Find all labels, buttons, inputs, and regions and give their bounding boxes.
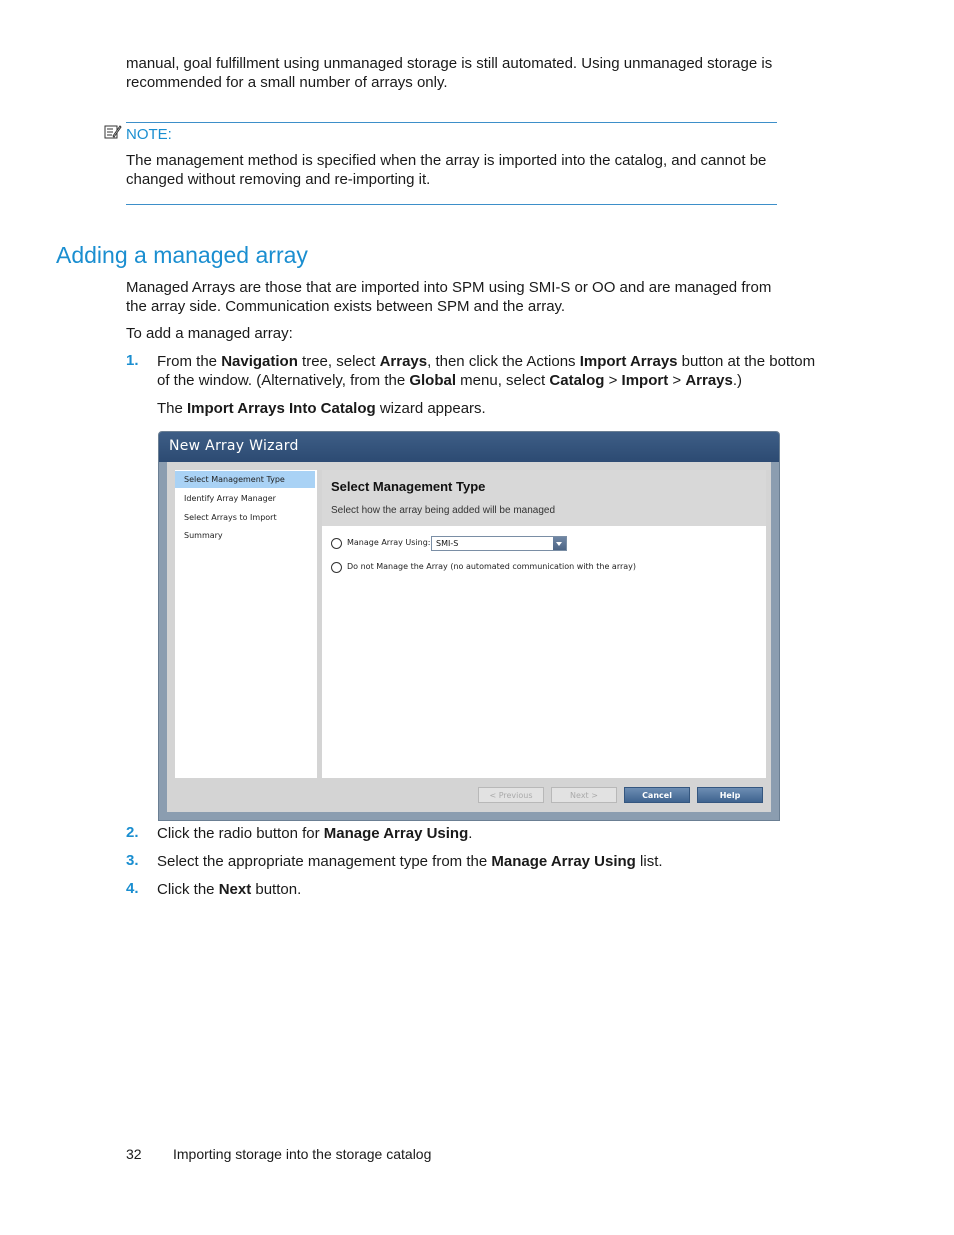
- do-not-manage-radio[interactable]: [331, 562, 342, 573]
- wizard-nav-select-management-type[interactable]: Select Management Type: [175, 471, 315, 488]
- new-array-wizard-window: [158, 431, 780, 821]
- intro-paragraph: [126, 54, 772, 92]
- step-4-number: 4.: [126, 880, 139, 897]
- manage-array-using-label: Manage Array Using:: [347, 538, 431, 547]
- step-1-line-2: of the window. (Alternatively, from the Global menu, select Catalog > Import > Arrays.): [157, 372, 743, 389]
- step-2-text: Click the radio button for Manage Array Using.: [157, 825, 473, 842]
- wizard-title: New Array Wizard: [169, 438, 299, 454]
- step-1-text: [157, 352, 817, 390]
- note-line-2: changed without removing and re-importing it.: [126, 171, 431, 188]
- section-lead: To add a managed array:: [126, 325, 293, 342]
- step-1-number: 1.: [126, 352, 139, 369]
- wizard-steps-nav: [175, 470, 317, 778]
- previous-button[interactable]: < Previous: [478, 787, 544, 803]
- wizard-main-pane: [322, 470, 766, 778]
- wizard-body: [167, 462, 771, 812]
- note-bottom-rule: [126, 204, 777, 205]
- intro-line-2: recommended for a small number of arrays only.: [126, 74, 448, 91]
- wizard-nav-summary[interactable]: Summary: [184, 531, 223, 540]
- note-icon: [104, 124, 122, 140]
- step-3-text: Select the appropriate management type from the Manage Array Using list.: [157, 853, 663, 870]
- manage-array-using-select[interactable]: [431, 536, 567, 551]
- footer-title: Importing storage into the storage catalog: [173, 1146, 432, 1162]
- cancel-button[interactable]: Cancel: [624, 787, 690, 803]
- page-number: 32: [126, 1146, 142, 1162]
- intro-line-1: manual, goal fulfillment using unmanaged storage is still automated. Using unmanaged storage is: [126, 55, 773, 72]
- do-not-manage-label: Do not Manage the Array (no automated communication with the array): [347, 562, 637, 571]
- manage-array-using-value: SMI-S: [436, 539, 459, 548]
- section-paragraph: [126, 278, 771, 316]
- next-button[interactable]: Next >: [551, 787, 617, 803]
- step-1-result: The Import Arrays Into Catalog wizard appears.: [157, 400, 486, 417]
- wizard-nav-identify-array-manager[interactable]: Identify Array Manager: [184, 494, 276, 503]
- wizard-titlebar: [159, 432, 779, 462]
- note-line-1: The management method is specified when the array is imported into the catalog, and cannot be: [126, 152, 767, 169]
- step-4-text: Click the Next button.: [157, 881, 302, 898]
- wizard-nav-select-arrays-to-import[interactable]: Select Arrays to Import: [184, 513, 277, 522]
- note-text: [126, 151, 766, 189]
- note-top-rule: [126, 122, 777, 123]
- wizard-heading: Select Management Type: [331, 479, 486, 494]
- step-3-number: 3.: [126, 852, 139, 869]
- manage-array-using-radio[interactable]: [331, 538, 342, 549]
- chevron-down-icon[interactable]: [553, 537, 566, 550]
- step-2-number: 2.: [126, 824, 139, 841]
- step-1-line-1: From the Navigation tree, select Arrays, then click the Actions Import Arrays button at the bottom: [157, 353, 816, 370]
- section-para-line-2: the array side. Communication exists between SPM and the array.: [126, 298, 566, 315]
- help-button[interactable]: Help: [697, 787, 763, 803]
- wizard-options-panel: [322, 526, 766, 778]
- section-para-line-1: Managed Arrays are those that are imported into SPM using SMI-S or OO and are managed from: [126, 279, 772, 296]
- wizard-subheading: Select how the array being added will be managed: [331, 505, 556, 516]
- note-label: NOTE:: [126, 126, 172, 143]
- section-heading: Adding a managed array: [56, 242, 308, 268]
